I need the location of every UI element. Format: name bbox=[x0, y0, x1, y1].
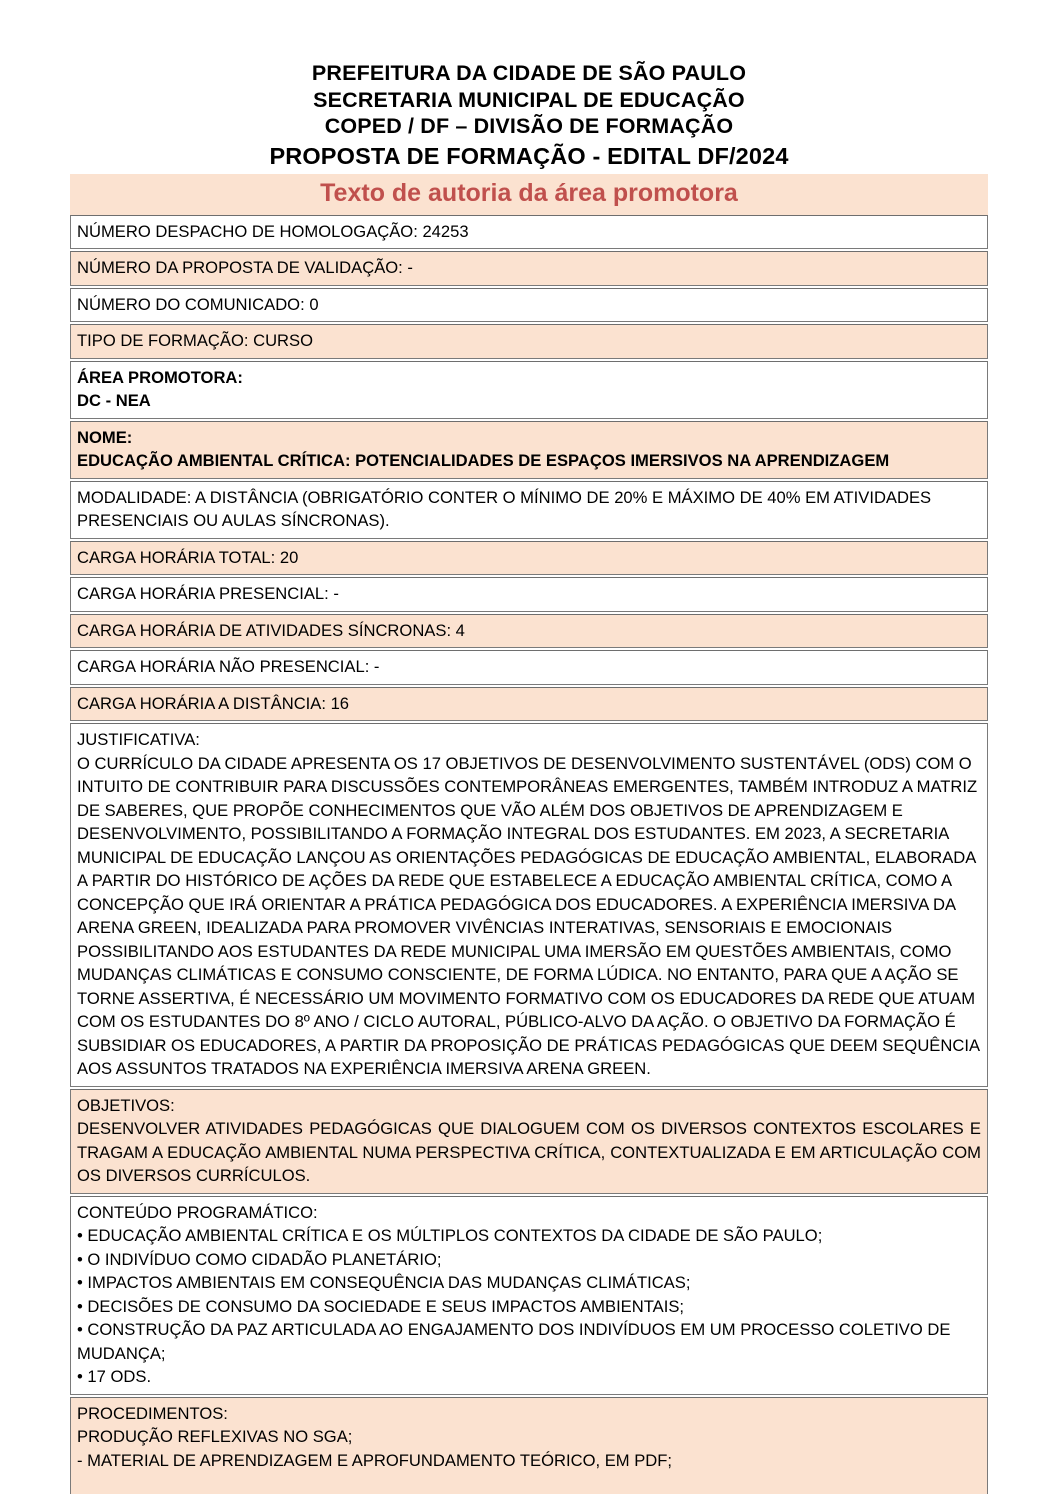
conteudo-item: • DECISÕES DE CONSUMO DA SOCIEDADE E SEUS IMPACTOS AMBIENTAIS; bbox=[77, 1296, 684, 1316]
nome-label: NOME: bbox=[77, 427, 133, 447]
row-carga-horaria-distancia bbox=[70, 687, 988, 722]
conteudo-item: • IMPACTOS AMBIENTAIS EM CONSEQUÊNCIA DAS MUDANÇAS CLIMÁTICAS; bbox=[77, 1273, 691, 1292]
numero-comunicado-text: NÚMERO DO COMUNICADO: 0 bbox=[77, 294, 319, 314]
row-carga-horaria-total bbox=[70, 541, 988, 576]
area-promotora-label: ÁREA PROMOTORA: bbox=[77, 367, 243, 387]
conteudo-item: • O INDIVÍDUO COMO CIDADÃO PLANETÁRIO; bbox=[77, 1249, 442, 1269]
document-header bbox=[0, 0, 1058, 171]
header-line-coped: COPED / DF – DIVISÃO DE FORMAÇÃO bbox=[324, 114, 734, 138]
row-numero-proposta-validacao bbox=[70, 251, 988, 286]
row-nome bbox=[70, 421, 988, 479]
procedimentos-label: PROCEDIMENTOS: bbox=[77, 1403, 228, 1423]
tipo-formacao-text: TIPO DE FORMAÇÃO: CURSO bbox=[77, 331, 314, 350]
conteudo-programatico-label: CONTEÚDO PROGRAMÁTICO: bbox=[77, 1202, 318, 1222]
row-carga-horaria-sincronas bbox=[70, 614, 988, 649]
header-line-proposta: PROPOSTA DE FORMAÇÃO - EDITAL DF/2024 bbox=[269, 142, 789, 169]
header-line-prefeitura: PREFEITURA DA CIDADE DE SÃO PAULO bbox=[311, 61, 747, 85]
row-procedimentos bbox=[70, 1397, 988, 1495]
carga-horaria-nao-presencial-text: CARGA HORÁRIA NÃO PRESENCIAL: - bbox=[77, 657, 380, 676]
row-numero-despacho bbox=[70, 215, 988, 250]
objetivos-label: OBJETIVOS: bbox=[77, 1095, 175, 1115]
proposta-table bbox=[70, 215, 988, 1495]
banner-texto-autoria bbox=[70, 174, 988, 215]
modalidade-text: MODALIDADE: A DISTÂNCIA (OBRIGATÓRIO CONTER O MÍNIMO DE 20% E MÁXIMO DE 40% EM ATIVIDADES PRESENCIAIS OU AULAS SÍNCRONAS). bbox=[77, 487, 932, 530]
justificativa-label: JUSTIFICATIVA: bbox=[77, 730, 200, 749]
row-area-promotora bbox=[70, 361, 988, 419]
conteudo-item: • CONSTRUÇÃO DA PAZ ARTICULADA AO ENGAJAMENTO DOS INDIVÍDUOS EM UM PROCESSO COLETIVO DE MUDANÇA; bbox=[77, 1320, 951, 1363]
row-tipo-formacao bbox=[70, 324, 988, 359]
carga-horaria-presencial-text: CARGA HORÁRIA PRESENCIAL: - bbox=[77, 584, 339, 603]
banner-title: Texto de autoria da área promotora bbox=[320, 178, 738, 207]
row-carga-horaria-presencial bbox=[70, 577, 988, 612]
objetivos-text: DESENVOLVER ATIVIDADES PEDAGÓGICAS QUE DIALOGUEM COM OS DIVERSOS CONTEXTOS ESCOLARES E TRAGAM A EDUCAÇÃO AMBIENTAL NUMA PERSPECTIVA CRÍTICA, CONTEXTUALIZADA E EM ARTICULAÇÃO COM OS DIVERSOS CURRÍCULOS. bbox=[77, 1119, 981, 1185]
justificativa-text: O CURRÍCULO DA CIDADE APRESENTA OS 17 OBJETIVOS DE DESENVOLVIMENTO SUSTENTÁVEL (ODS) COM O INTUITO DE CONTRIBUIR PARA DISCUSSÕES CONTEMPORÂNEAS EMERGENTES, TAMBÉM INTRODUZ A MATRIZ DE SABERES, QUE PROPÕE CONHECIMENTOS QUE VÃO ALÉM DOS OBJETIVOS DE APRENDIZAGEM E DESENVOLVIMENTO, POSSIBILITANDO A FORMAÇÃO INTEGRAL DOS ESTUDANTES. EM 2023, A SECRETARIA MUNICIPAL DE EDUCAÇÃO LANÇOU AS ORIENTAÇÕES PEDAGÓGICAS DE EDUCAÇÃO AMBIENTAL, ELABORADA A PARTIR DO HISTÓRICO DE AÇÕES DA REDE QUE ESTABELECE A EDUCAÇÃO AMBIENTAL CRÍTICA, COMO A CONCEPÇÃO QUE IRÁ ORIENTAR A PRÁTICA PEDAGÓGICA DOS EDUCADORES. A EXPERIÊNCIA IMERSIVA DA ARENA GREEN, IDEALIZADA PARA PROMOVER VIVÊNCIAS INTERATIVAS, SENSORIAIS E EMOCIONAIS POSSIBILITANDO AOS ESTUDANTES DA REDE MUNICIPAL UMA IMERSÃO EM QUESTÕES AMBIENTAIS, COMO MUDANÇAS CLIMÁTICAS E CONSUMO CONSCIENTE, DE FORMA LÚDICA. NO ENTANTO, PARA QUE A AÇÃO SE TORNE ASSERTIVA, É NECESSÁRIO UM MOVIMENTO FORMATIVO COM OS EDUCADORES DA REDE QUE ATUAM COM OS ESTUDANTES DO 8º ANO / CICLO AUTORAL, PÚBLICO-ALVO DA AÇÃO. O OBJETIVO DA FORMAÇÃO É SUBSIDIAR OS EDUCADORES, A PARTIR DA PROPOSIÇÃO DE PRÁTICAS PEDAGÓGICAS QUE DEEM SEQUÊNCIA AOS ASSUNTOS TRATADOS NA EXPERIÊNCIA IMERSIVA ARENA GREEN. bbox=[77, 753, 980, 1078]
row-conteudo-programatico bbox=[70, 1196, 988, 1395]
procedimentos-line-2: - MATERIAL DE APRENDIZAGEM E APROFUNDAMENTO TEÓRICO, EM PDF; bbox=[77, 1450, 672, 1470]
row-objetivos bbox=[70, 1089, 988, 1194]
row-numero-comunicado bbox=[70, 288, 988, 323]
row-carga-horaria-nao-presencial bbox=[70, 650, 988, 685]
carga-horaria-distancia-text: CARGA HORÁRIA A DISTÂNCIA: 16 bbox=[77, 693, 350, 713]
procedimentos-line-1: PRODUÇÃO REFLEXIVAS NO SGA; bbox=[77, 1427, 353, 1446]
conteudo-item: • 17 ODS. bbox=[77, 1367, 152, 1386]
row-modalidade bbox=[70, 481, 988, 539]
area-promotora-value: DC - NEA bbox=[77, 391, 151, 410]
row-justificativa bbox=[70, 723, 988, 1087]
carga-horaria-sincronas-text: CARGA HORÁRIA DE ATIVIDADES SÍNCRONAS: 4 bbox=[77, 620, 465, 640]
numero-despacho-text: NÚMERO DESPACHO DE HOMOLOGAÇÃO: 24253 bbox=[77, 221, 469, 241]
header-line-secretaria: SECRETARIA MUNICIPAL DE EDUCAÇÃO bbox=[313, 87, 745, 112]
numero-proposta-validacao-text: NÚMERO DA PROPOSTA DE VALIDAÇÃO: - bbox=[77, 258, 413, 277]
nome-value: EDUCAÇÃO AMBIENTAL CRÍTICA: POTENCIALIDADES DE ESPAÇOS IMERSIVOS NA APRENDIZAGEM bbox=[77, 451, 890, 470]
carga-horaria-total-text: CARGA HORÁRIA TOTAL: 20 bbox=[77, 547, 299, 567]
conteudo-item: • EDUCAÇÃO AMBIENTAL CRÍTICA E OS MÚLTIPLOS CONTEXTOS DA CIDADE DE SÃO PAULO; bbox=[77, 1226, 823, 1245]
